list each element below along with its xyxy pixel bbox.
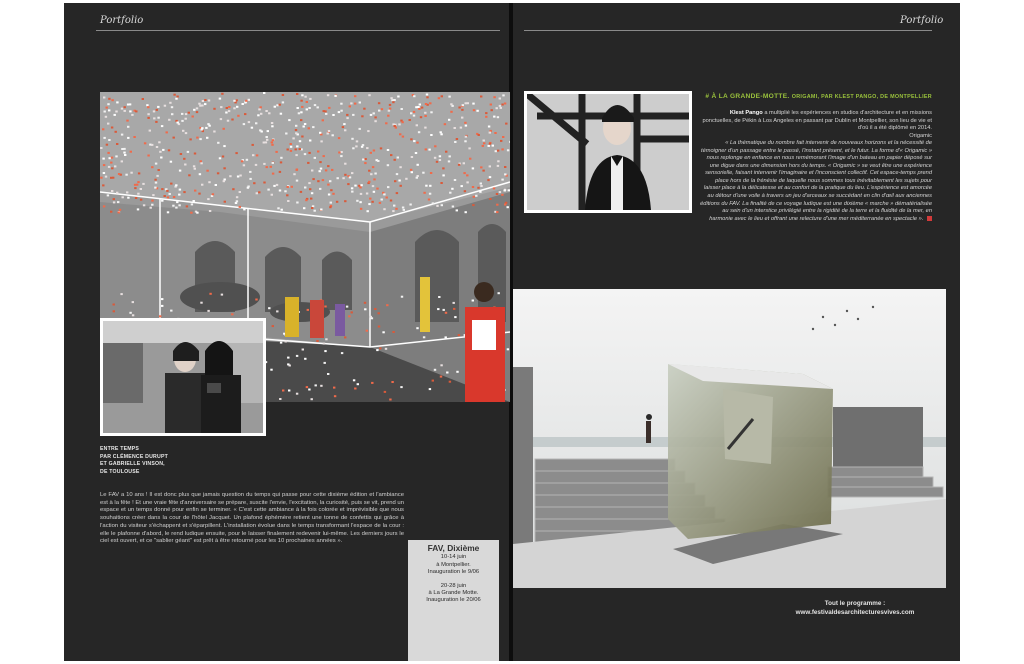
right-article-text (700, 110, 932, 223)
folio-right: Portfolio (900, 15, 944, 26)
event-place-1: à Montpellier. (436, 561, 471, 568)
event-place-2: à La Grande Motte. (428, 590, 479, 597)
event-info-box (408, 540, 499, 661)
designers-photo-frame (100, 318, 266, 436)
architect-portrait-frame (524, 91, 692, 213)
programme-url[interactable]: www.festivaldesarchitecturesvives.com (795, 608, 915, 616)
project-caption (100, 446, 300, 476)
project-name: Origamic (909, 132, 932, 139)
caption-line: ENTRE TEMPS (100, 446, 140, 452)
programme-info (780, 600, 930, 617)
article-kicker (700, 93, 932, 100)
caption-line: DE TOULOUSE (100, 468, 140, 475)
project-quote: « La thématique du nombre fait intervenir de nouveaux horizons et la nécessité de témoigner d'un passage entre le passé, l'instant présent, et le futur. La forme d'« Origamic » nous replonge en enfance en nous remémorant l'image d'un bateau en papier déposé sur une digue dans une dimension hors du temps. « Origamic » se veut être une expérience sensorielle, faisant intervenir l'imaginaire et l'inconscient collectif. Cet espace-temps prend place hors de la frénésie de laquelle nous sommes tous inévitablement les sujets pour laisser place à la délicatesse et au confort de la pratique du lieu. L'expérience est amorcée au détour d'une voile à travers un jeu d'arceaux se succédant en clin d'œil aux anciennes éditions du FAV. La finalité de ce voyage ludique est une dixième « marche » dématérialisée au sein d'un interstice privilégié entre la rigidité de la terre et la fluidité de la mer, en harmonie avec le lieu et offrant une relecture d'une mer méditerranée en spectacle ». (700, 140, 932, 222)
header-rule-left (96, 30, 500, 31)
author-intro: a multiplié les expériences en studios d'architecture et en missions ponctuelles, de Pékin à Los Angeles en passant par Dublin et Montpellier, son lieu de vie et d'où il a été diplômé en 2014. (702, 110, 932, 132)
folio-left: Portfolio (100, 15, 144, 26)
author-name: Klest Pango (729, 110, 763, 116)
origami-pavilion-render (513, 289, 946, 588)
kicker-subtitle: ORIGAMI, PAR KLEST PANGO, DE MONTPELLIER (791, 94, 932, 100)
end-mark-icon (927, 216, 932, 221)
event-title: FAV, Dixième (427, 543, 480, 553)
event-inauguration-1: Inauguration le 9/06 (427, 569, 480, 576)
event-date-2: 20-28 juin (440, 582, 467, 589)
event-inauguration-2: Inauguration le 20/06 (426, 597, 481, 604)
kicker-title: # À LA GRANDE-MOTTE. (705, 93, 790, 100)
architect-portrait (527, 94, 689, 210)
programme-label: Tout le programme : (824, 600, 886, 607)
caption-line: ET GABRIELLE VINSON, (100, 461, 165, 468)
event-date-1: 10-14 juin (440, 554, 467, 561)
caption-line: PAR CLÉMENCE DURUPT (100, 453, 168, 460)
designers-photo (103, 321, 263, 433)
left-article-text: Le FAV a 10 ans ! Il est donc plus que jamais question du temps qui passe pour cette dixième édition et l'ambiance est à la fête ! Et une vraie fête d'anniversaire se prépare, suscite l'envie, l'excitation, la curiosité, puis se vit, prend un espace et un temps donné pour enfin se terminer. « C'est cette ambiance à la fois colorée et imprévisible que nous souhaitions créer dans la cour de l'hôtel Jacquet. Un plafond éphémère retient une tonne de confettis qui grâce à l'action du visiteur s'échappent et s'éparpillent. L'installation évolue dans le temps transformant l'espace de la cour : elle le plafonne d'abord, le rend ludique ensuite, pour le laisser finalement redevenir lui-même. Les derniers jours le ciel est ouvert, et ce "sablier géant" est prêt à être retourné pour les 10 prochaines années ». (100, 492, 404, 545)
header-rule-right (524, 30, 932, 31)
